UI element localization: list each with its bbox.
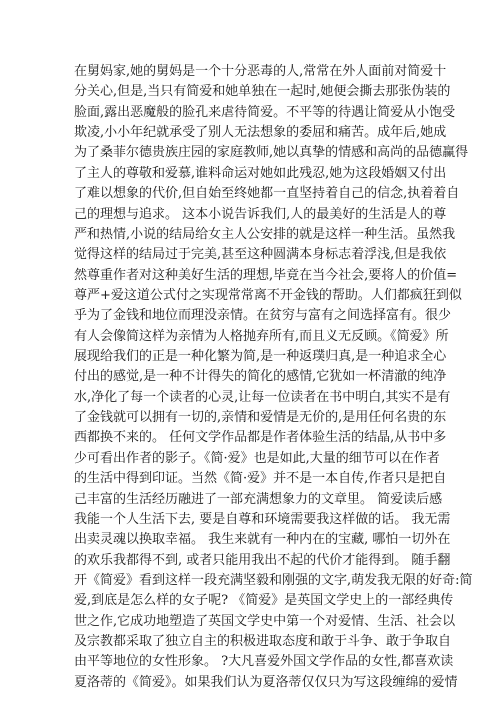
- text-line: 付出的感觉,是一种不计得失的简化的感情,它犹如一杯清澈的纯净: [74, 369, 447, 385]
- text-line: 己丰富的生活经历融进了一部充满想象力的文章里。 简爱读后感: [74, 491, 443, 507]
- text-line: 为了桑菲尔德贵族庄园的家庭教师,她以真挚的情感和高尚的品德赢得: [74, 145, 469, 161]
- text-line: 爱,到底是怎么样的女子呢? 《简爱》是英国文学史上的一部经典传: [74, 593, 454, 609]
- text-line: 尊严+爱这道公式付之实现常常离不开金钱的帮助。人们都疯狂到似: [74, 287, 462, 303]
- text-line: 水,净化了每一个读者的心灵,让每一位读者在书中明白,其实不是有: [74, 389, 451, 405]
- text-line: 严和热情,小说的结局给女主人公安排的就是这样一种生活。虽然我: [74, 226, 456, 242]
- text-line: 夏洛蒂的《简爱》。如果我们认为夏洛蒂仅仅只为写这段缠绵的爱情: [74, 674, 458, 690]
- text-line: 有人会像简这样为亲情为人格抛弃所有,而且义无反顾。《简爱》所: [74, 328, 449, 344]
- text-line: 出卖灵魂以换取幸福。 我生来就有一种内在的宝藏, 哪怕一切外在: [74, 532, 451, 548]
- text-line: 乎为了金钱和地位而理没亲情。在贫穷与富有之间选择富有。很少: [74, 308, 452, 324]
- text-line: 了难以想象的代价,但自始至终她都一直坚持着自己的信念,执着着自: [74, 186, 460, 202]
- text-line: 由平等地位的女性形象。 ?大凡喜爱外国文学作品的女性,都喜欢读: [74, 654, 454, 670]
- text-line: 觉得这样的结局过于完美,甚至这种圆满本身标志着浮浅,但是我依: [74, 247, 447, 263]
- text-line: 展现给我们的正是一种化繁为简,是一种返璞归真,是一种追求全心: [74, 349, 447, 365]
- text-line: 分关心,但是,当只有简爱和她单独在一起时,她便会撕去那张伪装的: [74, 84, 451, 100]
- text-line: 了主人的尊敬和爱慕,谁料命运对她如此残忍,她为这段婚姻又付出: [74, 165, 447, 181]
- text-line: 脸面,露出恶魔般的脸孔来虐待简爱。不平等的待遇让简爱从小饱受: [74, 104, 456, 120]
- text-line: 在舅妈家,她的舅妈是一个十分恶毒的人,常常在外人面前对简爱十: [74, 64, 447, 79]
- text-line: 己的理想与追求。 这本小说告诉我们,人的最美好的生活是人的尊: [74, 206, 447, 222]
- text-line: 然尊重作者对这种美好生活的理想,毕竟在当今社会,要将人的价值=: [74, 267, 458, 283]
- text-line: 开《简爱》看到这样一段充满坚毅和刚强的文字,萌发我无限的好奇:简: [74, 572, 473, 588]
- text-line: 的欢乐我都得不到, 或者只能用我出不起的代价才能得到。 随手翻: [74, 552, 451, 568]
- text-line: 少可看出作者的影子。《简·爱》也是如此,大量的细节可以在作者: [74, 450, 440, 466]
- text-line: 我能一个人生活下去, 要是自尊和环境需要我这样做的话。 我无需: [74, 511, 451, 527]
- text-line: 及宗教都采取了独立自主的积极进取态度和敢于斗争、敢于争取自: [74, 634, 452, 650]
- text-line: 西都换不来的。 任何文学作品都是作者体验生活的结晶,从书中多: [74, 430, 447, 446]
- text-line: 欺凌,小小年纪就承受了别人无法想象的委屈和痛苦。成年后,她成: [74, 125, 447, 141]
- body-text: [74, 62, 473, 693]
- text-line: 了金钱就可以拥有一切的,亲情和爱情是无价的,是用任何名贵的东: [74, 410, 447, 426]
- text-line: 世之作,它成功地塑造了英国文学史中第一个对爱情、生活、社会以: [74, 613, 456, 629]
- text-line: 的生活中得到印证。当然《简·爱》并不是一本自传,作者只是把自: [74, 471, 447, 487]
